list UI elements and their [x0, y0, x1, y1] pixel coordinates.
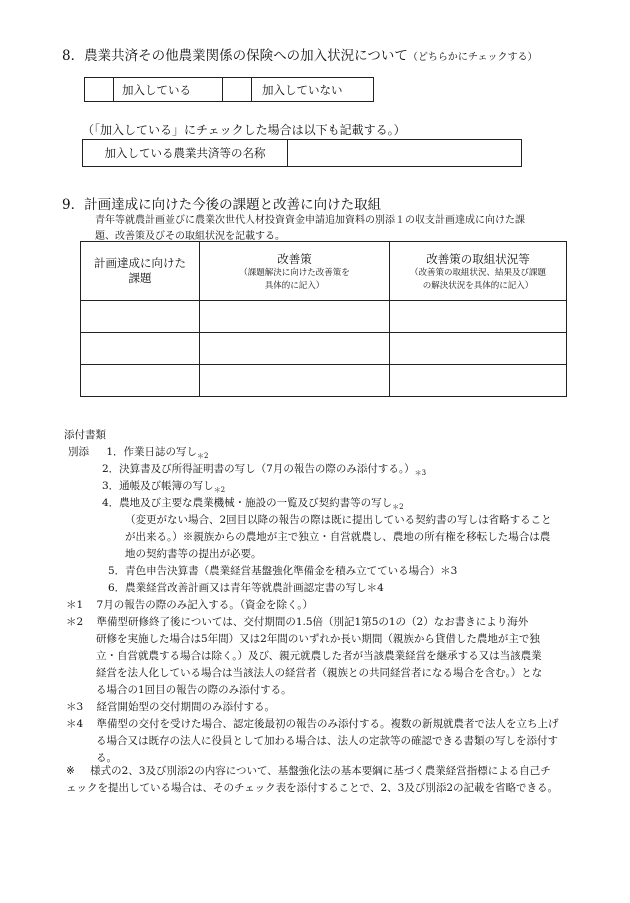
plan-table	[80, 241, 567, 397]
status-cell[interactable]	[390, 365, 567, 397]
measure-cell[interactable]	[200, 301, 390, 333]
footnote-4	[66, 716, 559, 733]
attachments-title: 添付書類	[64, 429, 106, 441]
measure-cell[interactable]	[200, 365, 390, 397]
footnote-3-text: 経営開始型の交付期間のみ添付する。	[96, 701, 276, 713]
footnote-4-mark: ＊4	[66, 718, 84, 730]
footnote-2-line-5: る場合の1回目の報告の際のみ添付する。	[96, 684, 292, 696]
issue-cell[interactable]	[81, 365, 200, 397]
attachment-item-4-line-2: が出来る。）※親族からの農地が主で独立・自営就農し、農地の所有権を移転した場合は農	[125, 531, 551, 543]
footnote-1-text: 7月の報告の際のみ記入する。（資金を除く。）	[96, 599, 314, 611]
attachment-item-3-text: 3．通帳及び帳簿の写し	[102, 480, 214, 492]
footnote-2-line-4: 経営を法人化している場合は当該法人の経営者（親族との共同経営者になる場合を含む。）とな	[96, 667, 543, 679]
footnote-3-mark: ＊3	[66, 701, 84, 713]
checkbox-not-joined[interactable]	[223, 78, 252, 102]
attachment-item-4-line-3: 地の契約書等の提出が必要。	[125, 548, 262, 560]
attachment-item-5: 5．青色申告決算書（農業経営基盤強化準備金を積み立てている場合）＊3	[108, 565, 458, 577]
col-measure-sub-2: 具体的に記入）	[264, 281, 325, 291]
attachment-item-1-mark: ＊2	[197, 452, 209, 461]
section-9-desc-1: 青年等就農計画並びに農業次世代人材投資資金申請追加資料の別添１の収支計画達成に向けた課	[95, 215, 525, 226]
col-status-sub-2: の解決状況を具体的に記入）	[422, 281, 534, 291]
footnote-1-mark: ＊1	[66, 599, 84, 611]
checkbox-joined[interactable]	[85, 78, 114, 102]
col-issue-label: 計画達成に向けた	[94, 256, 186, 270]
option-joined-label: 加入している	[114, 78, 223, 102]
section-9-heading: 9．計画達成に向けた今後の課題と改善に向けた取組	[62, 197, 382, 213]
footnote-4-line-2: る場合又は既存の法人に役員として加わる場合は、法人の定款等の確認できる書類の写しを添付す	[96, 735, 558, 747]
col-status-sub-1: （改善策の取組状況、結果及び課題	[409, 268, 546, 278]
col-measure-label: 改善策	[277, 252, 312, 266]
attachment-item-6: 6．農業経営改善計画又は青年等就農計画認定書の写し＊4	[108, 582, 384, 594]
col-status-label: 改善策の取組状況等	[426, 252, 530, 266]
table-row	[81, 365, 567, 397]
attachment-item-4-mark: ＊2	[392, 503, 404, 512]
footnote-3	[66, 699, 275, 716]
footer-mark: ※	[66, 765, 75, 777]
section-8-heading	[62, 44, 538, 64]
footer-line-1: 様式の2、3及び別添2の内容について、基盤強化法の基本要綱に基づく農業経営指標による自己チ	[90, 765, 551, 777]
status-cell[interactable]	[390, 301, 567, 333]
attachment-item-2-mark: ＊3	[414, 469, 427, 478]
option-not-joined-label: 加入していない	[252, 78, 374, 102]
insurance-name-table	[82, 139, 522, 167]
table-row	[81, 333, 567, 365]
section-8-note: （どちらかにチェックする）	[407, 52, 538, 63]
insurance-name-label: 加入している農業共済等の名称	[83, 140, 288, 167]
section-9-desc-2: 題、改善策及びその取組状況を記載する。	[95, 231, 285, 242]
section-8-subnote: （「加入している」にチェックした場合は以下も記載する。）	[82, 123, 406, 137]
footnote-2-line-2: 研修を実施した場合は5年間）又は2年間のいずれか長い期間（親族から貸借した農地が主で独	[96, 633, 540, 645]
attachment-item-1-text: 作業日誌の写し	[123, 446, 198, 458]
footnote-2-line-1: 準備型研修終了後については、交付期間の1.5倍（別記1第5の1の（2）なお書きにより海外	[96, 616, 529, 628]
issue-cell[interactable]	[81, 301, 200, 333]
footnote-2-line-3: 立・自営就農する場合は除く。）及び、親元就農した者が当該農業経営を継承する又は当該農業	[96, 650, 542, 662]
status-cell[interactable]	[390, 333, 567, 365]
section-8-title: 8．農業共済その他農業関係の保険への加入状況について	[62, 48, 408, 64]
attachment-item-1-no: 1．	[106, 446, 124, 458]
footnote-2	[66, 614, 528, 631]
attachment-item-3-mark: ＊2	[213, 486, 226, 495]
insurance-name-field[interactable]	[288, 140, 522, 167]
col-issue-label-2: 課題	[128, 271, 152, 285]
plan-table-header	[81, 242, 567, 301]
footer-line-2: ェックを提出している場合は、そのチェック表を添付することで、2、3及び別添2の記載を省略できる。	[66, 782, 559, 794]
footnote-4-line-1: 準備型の交付を受けた場合、認定後最初の報告のみ添付する。複数の新規就農者で法人を立ち上げ	[96, 718, 559, 730]
footnote-4-line-3: る。	[96, 752, 117, 764]
attachment-item-4-text: 4．農地及び主要な農業機械・施設の一覧及び契約書等の写し	[102, 497, 393, 509]
col-status-header	[390, 242, 567, 301]
col-measure-sub-1: （課題解決に向けた改善策を	[239, 268, 350, 278]
measure-cell[interactable]	[200, 333, 390, 365]
attachment-item-4-line-1: （変更がない場合、2回目以降の報告の際は既に提出している契約書の写しは省略すること	[125, 514, 552, 526]
footer-note	[66, 763, 551, 780]
footnote-2-mark: ＊2	[66, 616, 84, 628]
col-measure-header	[200, 242, 390, 301]
attachment-prefix: 別添	[68, 446, 89, 458]
table-row	[81, 301, 567, 333]
footnote-1	[66, 597, 313, 614]
issue-cell[interactable]	[81, 333, 200, 365]
col-issue-header	[81, 242, 200, 301]
attachment-item-2-text: 2．決算書及び所得証明書の写し（7月の報告の際のみ添付する。）	[102, 463, 415, 475]
insurance-checkbox-table	[84, 77, 374, 102]
